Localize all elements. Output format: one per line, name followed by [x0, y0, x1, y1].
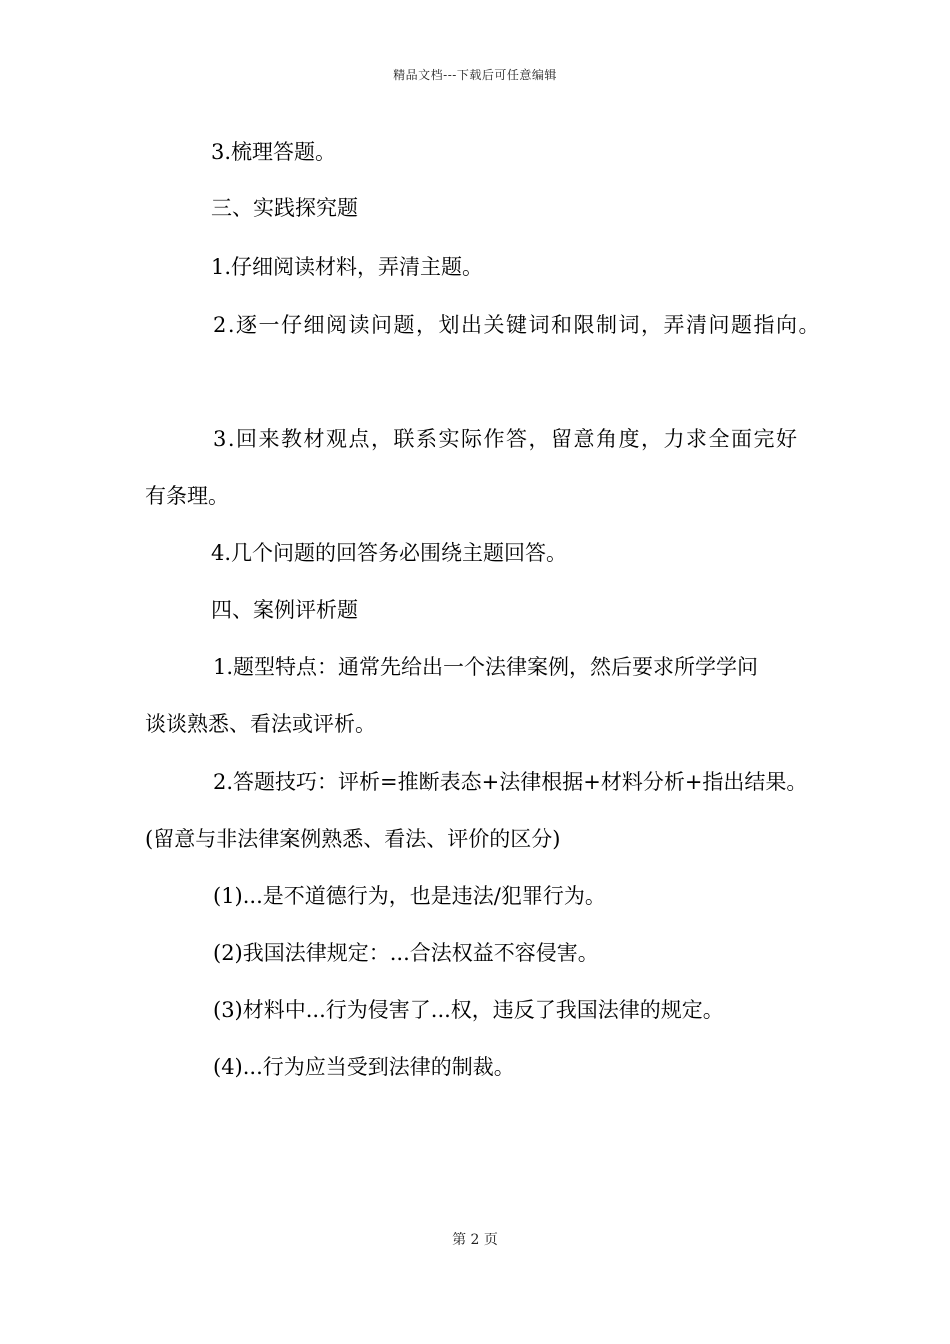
text-line: 谈谈熟悉、看法或评析。 [145, 712, 376, 736]
text-line: 4.几个问题的回答务必围绕主题回答。 [211, 541, 568, 565]
page-header: 精品文档---下载后可任意编辑 [393, 68, 557, 82]
text-line: 1.仔细阅读材料，弄清主题。 [211, 255, 484, 279]
text-line: 2.逐一仔细阅读问题，划出关键词和限制词，弄清问题指向。 [213, 313, 822, 337]
text-line: (1)...是不道德行为，也是违法/犯罪行为。 [213, 884, 606, 908]
section-heading: 四、案例评析题 [211, 598, 358, 622]
page-number: 第 2 页 [452, 1232, 498, 1248]
text-line: (2)我国法律规定：...合法权益不容侵害。 [213, 941, 599, 965]
text-line: 1.题型特点：通常先给出一个法律案例，然后要求所学学问 [213, 655, 759, 679]
text-line: 2.答题技巧：评析=推断表态+法律根据+材料分析+指出结果。 [213, 770, 808, 794]
text-line: (留意与非法律案例熟悉、看法、评价的区分) [145, 827, 561, 851]
section-heading: 三、实践探究题 [211, 196, 358, 220]
text-line: (4)...行为应当受到法律的制裁。 [213, 1055, 515, 1079]
text-line: (3)材料中...行为侵害了...权，违反了我国法律的规定。 [213, 998, 724, 1022]
text-line: 3.梳理答题。 [211, 140, 337, 164]
text-line: 有条理。 [145, 484, 229, 508]
text-line: 3.回来教材观点，联系实际作答，留意角度，力求全面完好 [213, 427, 799, 451]
